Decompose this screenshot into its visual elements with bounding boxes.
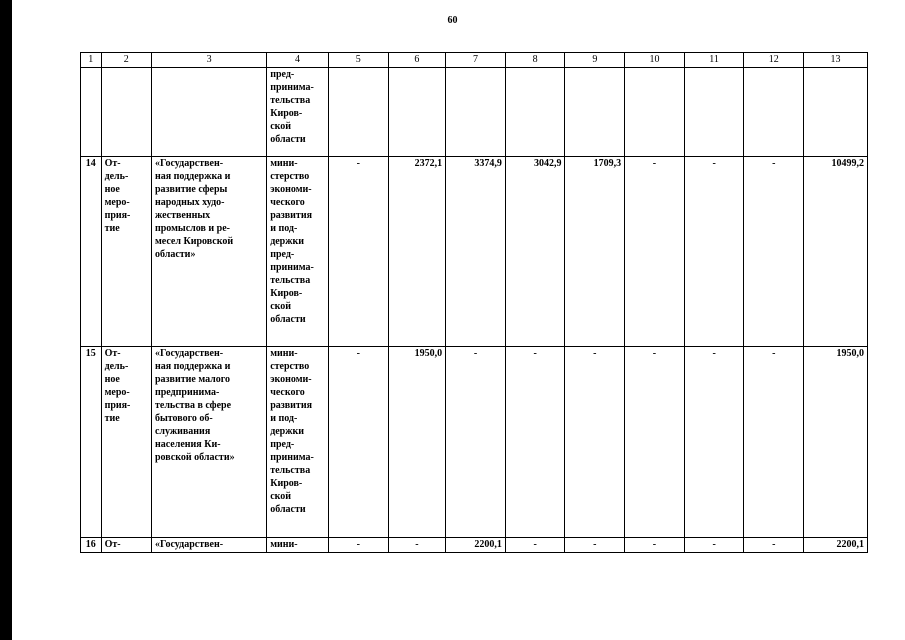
column-header: 2 (101, 53, 151, 68)
value-cell: 2372,1 (388, 157, 446, 347)
column-header: 5 (328, 53, 388, 68)
value-cell (565, 68, 625, 157)
measure-type-cell: От- дель- ное меро- прия- тие (101, 347, 151, 538)
measure-type-cell: От- (101, 538, 151, 553)
value-cell (744, 68, 804, 157)
value-cell: 2200,1 (446, 538, 506, 553)
scan-edge-bar (0, 0, 12, 640)
value-cell: - (684, 347, 744, 538)
total-cell (804, 68, 868, 157)
page-number: 60 (447, 15, 458, 26)
value-cell: - (505, 347, 565, 538)
row-number-cell: 14 (81, 157, 102, 347)
column-header: 6 (388, 53, 446, 68)
measure-type-cell (101, 68, 151, 157)
executor-cell: мини- стерство экономи- ческого развития и под- держки пред- принима- тельства Киров- ской области (267, 347, 329, 538)
value-cell: - (328, 538, 388, 553)
value-cell: - (328, 157, 388, 347)
column-header: 7 (446, 53, 506, 68)
value-cell: 1709,3 (565, 157, 625, 347)
table-row (81, 538, 868, 553)
value-cell: - (625, 157, 685, 347)
measure-name-cell: «Государствен- ная поддержка и развитие малого предпринима- тельства в сфере бытового об- служивания населения Ки- ровской области» (151, 347, 266, 538)
value-cell: - (328, 347, 388, 538)
measure-name-cell: «Государствен- ная поддержка и развитие сферы народных худо- жественных промыслов и ре- месел Кировской области» (151, 157, 266, 347)
value-cell (684, 68, 744, 157)
column-header: 8 (505, 53, 565, 68)
column-header: 13 (804, 53, 868, 68)
row-number-cell: 15 (81, 347, 102, 538)
measure-name-cell: «Государствен- (151, 538, 266, 553)
value-cell: 3374,9 (446, 157, 506, 347)
value-cell: - (744, 157, 804, 347)
total-cell: 2200,1 (804, 538, 868, 553)
row-number-cell: 16 (81, 538, 102, 553)
value-cell: - (565, 347, 625, 538)
column-header: 10 (625, 53, 685, 68)
column-header: 11 (684, 53, 744, 68)
value-cell (328, 68, 388, 157)
table-row (81, 347, 868, 538)
table-row (81, 157, 868, 347)
value-cell (388, 68, 446, 157)
value-cell: - (684, 157, 744, 347)
value-cell: - (446, 347, 506, 538)
column-header: 1 (81, 53, 102, 68)
measure-name-cell (151, 68, 266, 157)
value-cell: - (625, 347, 685, 538)
value-cell: - (388, 538, 446, 553)
executor-cell: мини- стерство экономи- ческого развития и под- держки пред- принима- тельства Киров- ской области (267, 157, 329, 347)
total-cell: 10499,2 (804, 157, 868, 347)
column-header: 3 (151, 53, 266, 68)
measure-type-cell: От- дель- ное меро- прия- тие (101, 157, 151, 347)
value-cell: - (744, 347, 804, 538)
executor-cell: пред- принима- тельства Киров- ской области (267, 68, 329, 157)
value-cell: 3042,9 (505, 157, 565, 347)
column-header: 9 (565, 53, 625, 68)
value-cell (505, 68, 565, 157)
column-header: 4 (267, 53, 329, 68)
table-row (81, 68, 868, 157)
value-cell (625, 68, 685, 157)
executor-cell: мини- (267, 538, 329, 553)
column-header: 12 (744, 53, 804, 68)
value-cell: - (505, 538, 565, 553)
value-cell: - (684, 538, 744, 553)
value-cell: 1950,0 (388, 347, 446, 538)
program-table (80, 52, 868, 553)
table-header-row (81, 53, 868, 68)
value-cell: - (744, 538, 804, 553)
total-cell: 1950,0 (804, 347, 868, 538)
value-cell (446, 68, 506, 157)
row-number-cell (81, 68, 102, 157)
value-cell: - (565, 538, 625, 553)
value-cell: - (625, 538, 685, 553)
